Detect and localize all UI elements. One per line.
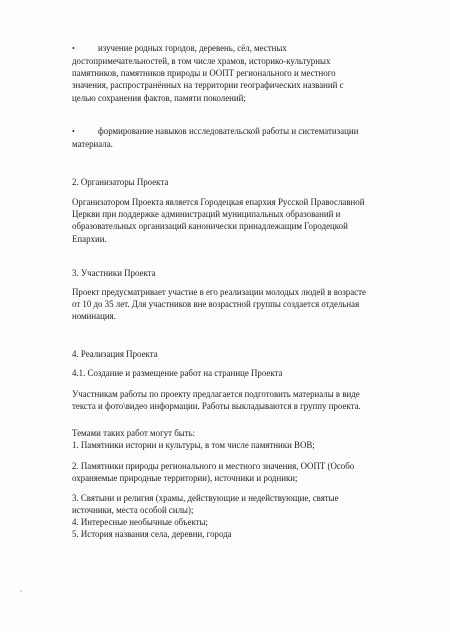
text-line: достопримечательностей, в том числе храмов, историко-культурных	[72, 56, 331, 66]
topic-item-5: 5. История названия села, деревни, города	[72, 529, 232, 539]
text-line: охраняемые природные территории), источники и родники;	[72, 473, 298, 484]
topic-item-1: 1. Памятники истории и культуры, в том числе памятники ВОВ;	[72, 440, 315, 450]
section-implementation-text	[72, 388, 390, 412]
topic-item-4: 4. Интересные необычные объекты;	[72, 517, 208, 527]
text-line: значения, распространённых на территории географических названий с	[72, 80, 344, 91]
text-line: Епархии.	[72, 233, 107, 244]
bullet-2-continuation	[72, 138, 390, 150]
text-line: 2. Памятники природы регионального и местного значения, ООПТ (Особо	[72, 461, 355, 471]
text-line: Проект предусматривает участие в его реализации молодых людей в возрасте	[72, 287, 366, 297]
text-line: Участникам работы по проекту предлагается подготовить материалы в виде	[72, 389, 360, 399]
bullet-1-continuation	[72, 55, 390, 104]
topics-intro: Темами таких работ могут быть:	[72, 428, 196, 438]
bullet-marker: •	[72, 127, 75, 136]
text-line: 3. Святыни и религия (храмы, действующие и недействующие, святые	[72, 493, 339, 503]
text-line: памятников, памятников природы и ООПТ регионального и местного	[72, 68, 336, 79]
section-organizers-text	[72, 196, 390, 245]
bullet-1-first-line: изучение родных городов, деревень, сёл, местных	[98, 43, 287, 53]
scan-speck	[20, 590, 22, 592]
section-heading-organizers: 2. Организаторы Проекта	[72, 177, 169, 187]
text-line: целью сохранения фактов, памяти поколений;	[72, 92, 246, 103]
text-line: текста и фото\видео информации. Работы выкладываются в группу проекта.	[72, 401, 361, 412]
bullet-marker: •	[72, 44, 75, 53]
text-line: от 10 до 35 лет. Для участников вне возрастной группы создается отдельная	[72, 299, 360, 310]
section-heading-participants: 3. Участники Проекта	[72, 268, 156, 278]
topic-item-2	[72, 460, 390, 484]
section-participants-text	[72, 286, 390, 323]
text-line: Церкви при поддержке администраций муниципальных образований и	[72, 209, 341, 220]
text-line: Организатором Проекта является Городецкая епархия Русской Православной	[72, 197, 365, 207]
topic-item-3	[72, 492, 390, 516]
section-heading-implementation: 4. Реализация Проекта	[72, 349, 158, 359]
bullet-2-first-line: формирование навыков исследовательской работы и систематизации	[98, 126, 359, 136]
text-line: материала.	[72, 139, 113, 149]
text-line: номинация.	[72, 311, 116, 322]
text-line: образовательных организаций канонически принадлежащим Городецкой	[72, 221, 348, 232]
subsection-heading-4-1: 4.1. Создание и размещение работ на странице Проекта	[72, 368, 283, 378]
text-line: источники, места особой силы);	[72, 505, 194, 516]
